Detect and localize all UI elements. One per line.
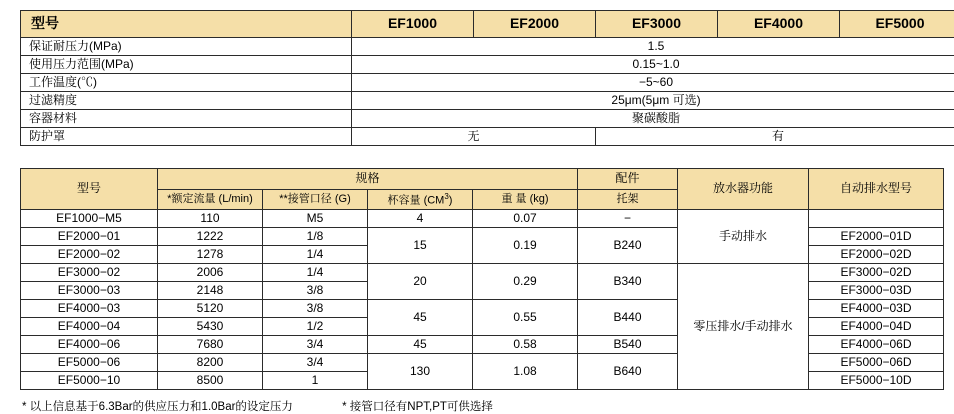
table-row xyxy=(21,264,944,282)
spec-row-label: 保证耐压力(MPa) xyxy=(21,38,352,56)
spec-row-label: 工作温度(℃) xyxy=(21,74,352,92)
model-cell: EF5000−10 xyxy=(21,372,158,390)
model-header-accessory-group: 配件 xyxy=(578,169,678,190)
flow-cell: 7680 xyxy=(158,336,263,354)
bowl-cell: 45 xyxy=(368,336,473,354)
port-cell: M5 xyxy=(263,210,368,228)
spec-row-value-none: 无 xyxy=(352,128,596,146)
spec-row-guard xyxy=(21,128,954,146)
model-table-header-row xyxy=(21,169,944,190)
flow-cell: 1222 xyxy=(158,228,263,246)
specification-table xyxy=(20,10,954,146)
port-cell: 1/4 xyxy=(263,264,368,282)
bracket-cell: − xyxy=(578,210,678,228)
model-cell: EF2000−02 xyxy=(21,246,158,264)
flow-cell: 5120 xyxy=(158,300,263,318)
spec-row-value: 0.15~1.0 xyxy=(352,56,954,74)
model-cell: EF2000−01 xyxy=(21,228,158,246)
port-cell: 3/4 xyxy=(263,354,368,372)
auto-drain-cell: EF2000−01D xyxy=(809,228,944,246)
auto-drain-cell: EF5000−10D xyxy=(809,372,944,390)
bracket-cell: B540 xyxy=(578,336,678,354)
model-subheader-rated-flow: *额定流量 (L/min) xyxy=(158,190,263,210)
bracket-cell: B640 xyxy=(578,354,678,390)
spec-row-temperature xyxy=(21,74,954,92)
spec-row-value: −5~60 xyxy=(352,74,954,92)
spec-row-label: 防护罩 xyxy=(21,128,352,146)
auto-drain-cell: EF5000−06D xyxy=(809,354,944,372)
flow-cell: 2148 xyxy=(158,282,263,300)
spec-row-value: 25μm(5μm 可选) xyxy=(352,92,954,110)
weight-cell: 0.58 xyxy=(473,336,578,354)
bowl-cell: 45 xyxy=(368,300,473,336)
bowl-capacity-exponent: 3 xyxy=(444,192,448,201)
bracket-cell: B340 xyxy=(578,264,678,300)
port-cell: 3/8 xyxy=(263,300,368,318)
bowl-cell: 20 xyxy=(368,264,473,300)
model-header-auto-drain-model: 自动排水型号 xyxy=(809,169,944,210)
model-cell: EF5000−06 xyxy=(21,354,158,372)
spec-header-model-ef4000: EF4000 xyxy=(718,11,840,38)
spec-row-value: 1.5 xyxy=(352,38,954,56)
spec-row-filtration xyxy=(21,92,954,110)
model-cell: EF3000−03 xyxy=(21,282,158,300)
spec-row-label: 使用压力范围(MPa) xyxy=(21,56,352,74)
flow-cell: 5430 xyxy=(158,318,263,336)
model-header-drain-function: 放水器功能 xyxy=(678,169,809,210)
model-subheader-weight: 重 量 (kg) xyxy=(473,190,578,210)
bracket-cell: B240 xyxy=(578,228,678,264)
drain-cell: 零压排水/手动排水 xyxy=(678,264,809,390)
drain-cell: 手动排水 xyxy=(678,210,809,264)
bowl-cell: 4 xyxy=(368,210,473,228)
port-cell: 1/2 xyxy=(263,318,368,336)
model-cell: EF4000−04 xyxy=(21,318,158,336)
spec-row-value-yes: 有 xyxy=(596,128,954,146)
bracket-cell: B440 xyxy=(578,300,678,336)
model-cell: EF3000−02 xyxy=(21,264,158,282)
flow-cell: 8500 xyxy=(158,372,263,390)
weight-cell: 0.29 xyxy=(473,264,578,300)
flow-cell: 2006 xyxy=(158,264,263,282)
auto-drain-cell xyxy=(809,210,944,228)
auto-drain-cell: EF4000−04D xyxy=(809,318,944,336)
port-cell: 1/4 xyxy=(263,246,368,264)
flow-cell: 8200 xyxy=(158,354,263,372)
weight-cell: 0.55 xyxy=(473,300,578,336)
table-row xyxy=(21,210,944,228)
weight-cell: 0.19 xyxy=(473,228,578,264)
model-header-model: 型号 xyxy=(21,169,158,210)
bowl-cell: 130 xyxy=(368,354,473,390)
model-subheader-bracket: 托架 xyxy=(578,190,678,210)
model-cell: EF4000−03 xyxy=(21,300,158,318)
bowl-cell: 15 xyxy=(368,228,473,264)
spec-row-label: 过滤精度 xyxy=(21,92,352,110)
auto-drain-cell: EF4000−03D xyxy=(809,300,944,318)
auto-drain-cell: EF3000−03D xyxy=(809,282,944,300)
weight-cell: 0.07 xyxy=(473,210,578,228)
spec-header-model-ef1000: EF1000 xyxy=(352,11,474,38)
spec-row-pressure-resistance xyxy=(21,38,954,56)
port-cell: 1 xyxy=(263,372,368,390)
spec-header-model-ef3000: EF3000 xyxy=(596,11,718,38)
spec-header-model-ef2000: EF2000 xyxy=(474,11,596,38)
spec-row-bowl-material xyxy=(21,110,954,128)
model-subheader-bowl-capacity: 杯容量 $(CM^3)$ xyxy=(368,190,473,210)
port-cell: 3/8 xyxy=(263,282,368,300)
auto-drain-cell: EF3000−02D xyxy=(809,264,944,282)
model-cell: EF4000−06 xyxy=(21,336,158,354)
auto-drain-cell: EF4000−06D xyxy=(809,336,944,354)
spec-table-header-row xyxy=(21,11,954,38)
model-subheader-port-size: **接管口径 (G) xyxy=(263,190,368,210)
model-header-spec-group: 规格 xyxy=(158,169,578,190)
spec-header-model-ef5000: EF5000 xyxy=(840,11,954,38)
spec-row-label: 容器材料 xyxy=(21,110,352,128)
flow-cell: 1278 xyxy=(158,246,263,264)
model-cell: EF1000−M5 xyxy=(21,210,158,228)
auto-drain-cell: EF2000−02D xyxy=(809,246,944,264)
spec-header-model-label: 型号 xyxy=(21,11,352,38)
port-cell: 1/8 xyxy=(263,228,368,246)
spec-row-pressure-range xyxy=(21,56,954,74)
footnote-port-thread: * 接管口径有NPT,PT可供选择 xyxy=(342,401,493,413)
footnote-pressure: * 以上信息基于6.3Bar的供应压力和1.0Bar的设定压力 xyxy=(22,401,293,413)
flow-cell: 110 xyxy=(158,210,263,228)
port-cell: 3/4 xyxy=(263,336,368,354)
model-table xyxy=(20,168,944,390)
spec-row-value: 聚碳酸脂 xyxy=(352,110,954,128)
weight-cell: 1.08 xyxy=(473,354,578,390)
